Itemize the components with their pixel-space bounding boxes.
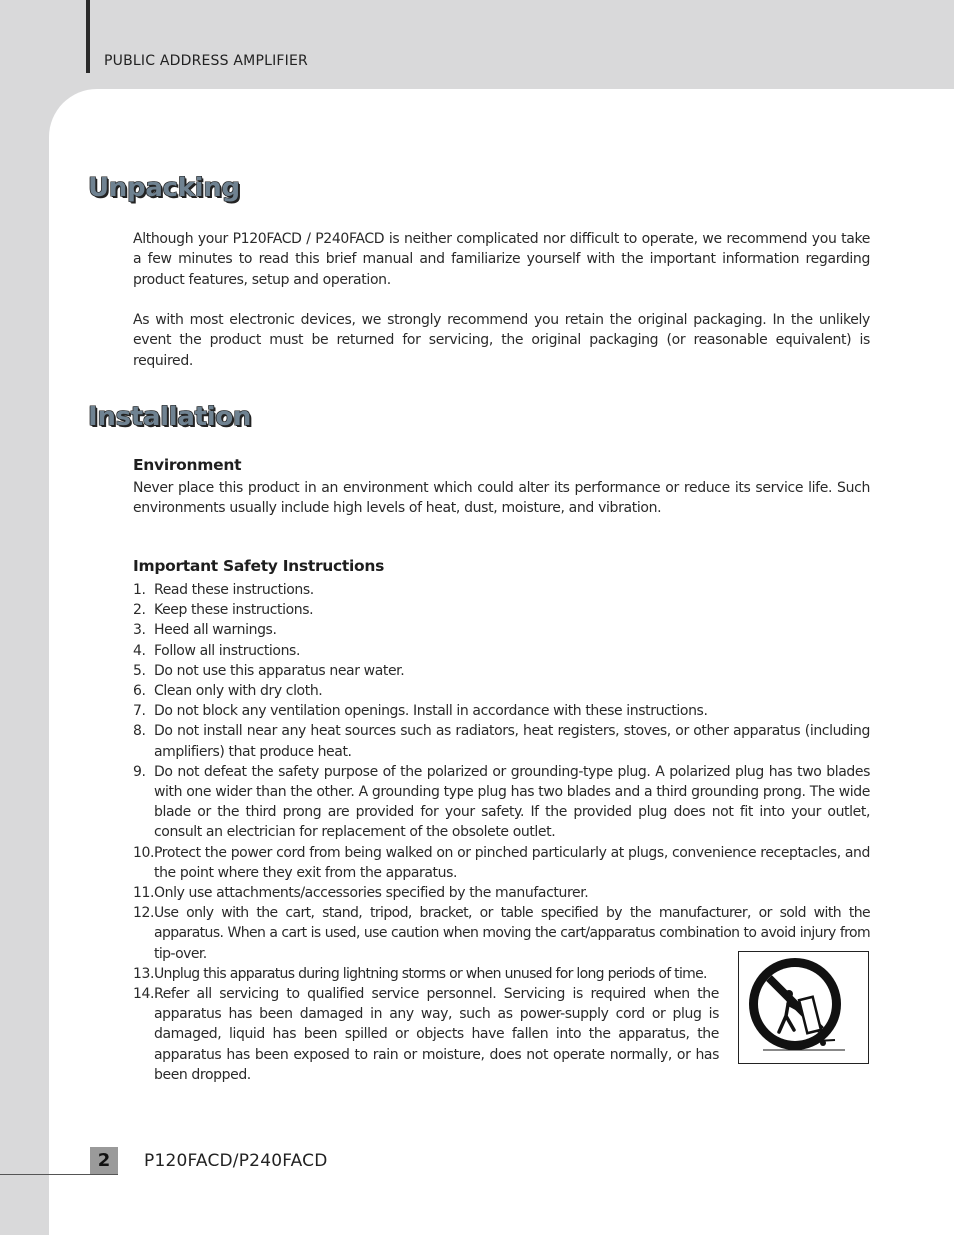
list-item-text: Do not use this apparatus near water. [154, 662, 405, 679]
list-item-number: 2. [133, 602, 146, 619]
footer-model-name: P120FACD/P240FACD [144, 1151, 328, 1171]
list-item-text: Clean only with dry cloth. [154, 683, 323, 700]
list-item-number: 9. [133, 763, 146, 780]
list-item-text: Do not install near any heat sources such as radiators, heat registers, stoves, or other apparatus (including amplifiers) that produce heat. [154, 723, 870, 760]
list-item-number: 8. [133, 723, 146, 740]
list-item [133, 883, 870, 903]
safety-heading: Important Safety Instructions [133, 557, 385, 575]
header-rule [86, 0, 90, 73]
list-item-number: 1. [133, 582, 146, 598]
list-item-text: Heed all warnings. [154, 622, 277, 639]
footer-rule [0, 1174, 118, 1175]
cart-tip-over-warning-icon [738, 951, 869, 1064]
list-item-number: 13. [133, 965, 155, 982]
list-item-text: Follow all instructions. [154, 642, 301, 659]
list-item [133, 721, 870, 761]
list-item [133, 600, 870, 620]
list-item-number: 5. [133, 662, 146, 679]
list-item [133, 762, 870, 843]
unpacking-paragraph-2: As with most electronic devices, we strongly recommend you retain the original packaging. In the unlikely event the product must be returned for servicing, the original packaging (or reasonable equivalent) is required. [133, 312, 870, 369]
list-item [133, 984, 719, 1085]
list-item-text: Read these instructions. [154, 582, 314, 598]
list-item [133, 641, 870, 661]
list-item [133, 843, 870, 883]
environment-text: Never place this product in an environment which could alter its performance or reduce its service life. Such environments usually include high levels of heat, dust, moisture, and vibration. [133, 480, 870, 517]
header-label: PUBLIC ADDRESS AMPLIFIER [104, 53, 308, 69]
list-item [133, 701, 870, 721]
list-item-text: Do not defeat the safety purpose of the polarized or grounding-type plug. A polarized plug has two blades with one wider than the other. A grounding type plug has two blades and a third grounding prong. The wide blade or the third prong are provided for your safety. If the provided plug does not fit into your outlet, consult an electrician for replacement of the obsolete outlet. [154, 763, 870, 841]
list-item-number: 7. [133, 703, 146, 720]
installation-title: Installation [88, 402, 252, 432]
unpacking-paragraph-1: Although your P120FACD / P240FACD is neither complicated nor difficult to operate, we recommend you take a few minutes to read this brief manual and familiarize yourself with the important information regarding product features, setup and operation. [133, 231, 870, 288]
list-item-text: Only use attachments/accessories specified by the manufacturer. [154, 885, 589, 902]
list-item-number: 3. [133, 622, 146, 639]
list-item [133, 580, 870, 600]
list-item-number: 10. [133, 844, 155, 861]
list-item-number: 4. [133, 642, 146, 659]
list-item-text: Keep these instructions. [154, 602, 314, 619]
page-number: 2 [90, 1147, 118, 1174]
unpacking-title: Unpacking [88, 173, 240, 203]
list-item-text: Do not block any ventilation openings. Install in accordance with these instructions. [154, 703, 708, 720]
list-item-text: Refer all servicing to qualified service personnel. Servicing is required when the apparatus has been damaged in any way, such as power-supply cord or plug is damaged, liquid has been spilled or objects have fallen into the apparatus, the apparatus has been exposed to rain or moisture, does not operate normally, or has been dropped. [154, 986, 719, 1083]
list-item-number: 6. [133, 683, 146, 700]
list-item-number: 14. [133, 986, 155, 1003]
list-item [133, 681, 870, 701]
list-item [133, 661, 870, 681]
list-item-number: 12. [133, 905, 155, 922]
list-item-number: 11. [133, 885, 155, 902]
list-item-text: Unplug this apparatus during lightning storms or when unused for long periods of time. [154, 965, 707, 982]
list-item [133, 620, 870, 640]
list-item-text: Use only with the cart, stand, tripod, bracket, or table specified by the manufacturer, or sold with the apparatus. When a cart is used, use caution when moving the cart/apparatus combination to avoid injury from tip-over. [154, 905, 870, 962]
environment-heading: Environment [133, 456, 242, 474]
list-item-text: Protect the power cord from being walked on or pinched particularly at plugs, convenience receptacles, and the point where they exit from the apparatus. [154, 844, 870, 881]
